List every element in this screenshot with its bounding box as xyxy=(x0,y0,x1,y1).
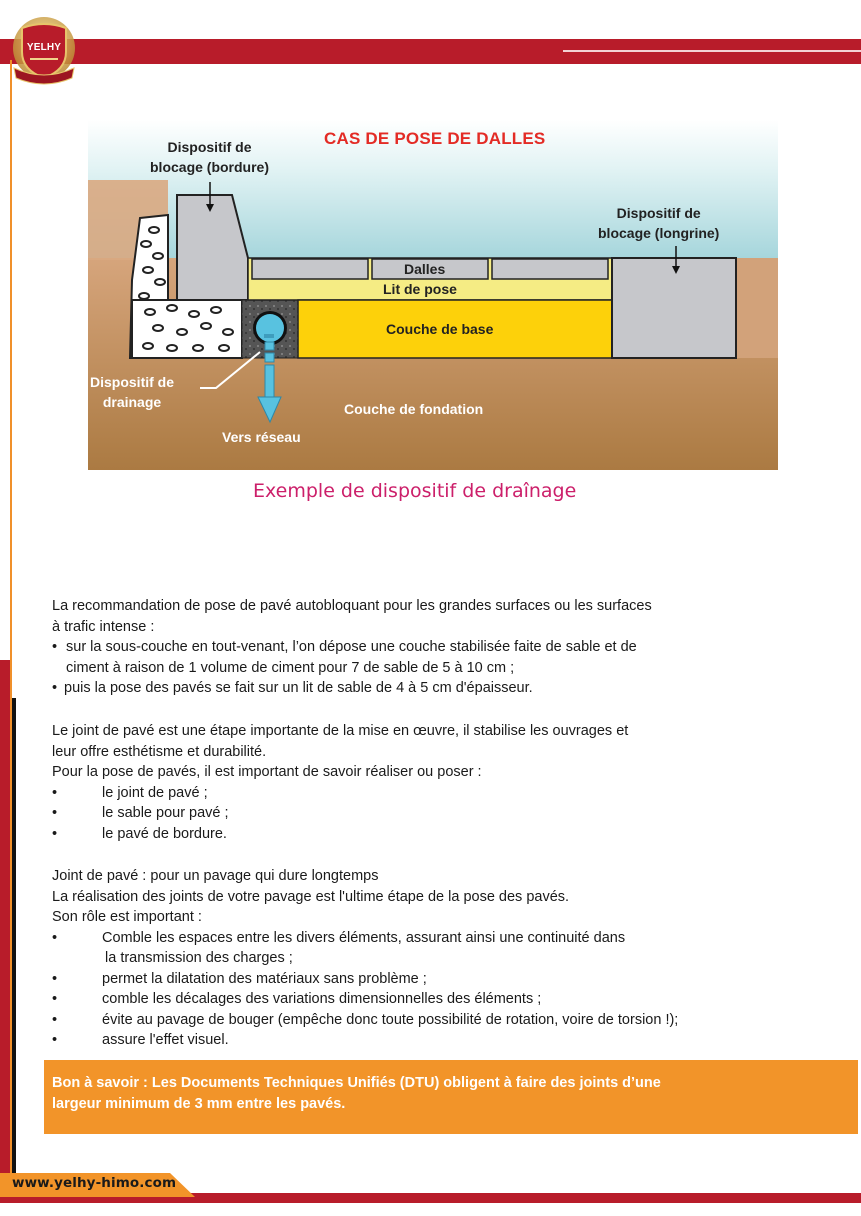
bullet-icon: • xyxy=(52,805,58,821)
left-red-bar xyxy=(0,660,10,1180)
section-heading: La recommandation de pose de pavé autobloquant pour les grandes surfaces ou les surfaces xyxy=(52,598,652,614)
list-item-text: sur la sous-couche en tout-venant, l’on dépose une couche stabilisée faite de sable et de xyxy=(66,639,637,655)
bullet-icon: • xyxy=(52,970,58,987)
figure-title: CAS DE POSE DE DALLES xyxy=(324,129,546,148)
callout-text xyxy=(52,1073,842,1114)
bon-a-savoir-callout xyxy=(44,1060,858,1134)
list-item-text: Comble les espaces entre les divers éléments, assurant ainsi une continuité dans xyxy=(102,929,626,946)
label-blocage-longrine xyxy=(598,203,719,243)
label-lit-de-pose: Lit de pose xyxy=(383,281,457,297)
list-item-text: le joint de pavé ; xyxy=(102,784,208,801)
list-item xyxy=(52,783,822,804)
website-link[interactable]: www.yelhy-himo.com xyxy=(12,1175,177,1191)
label-blocage-bordure xyxy=(150,137,269,177)
list-item-text: le pavé de bordure. xyxy=(102,825,227,842)
bullet-icon: • xyxy=(52,929,58,946)
label-vers-reseau: Vers réseau xyxy=(222,429,301,445)
section-pose-recommandation xyxy=(52,596,822,699)
left-black-bar xyxy=(12,698,16,1180)
section-intro: La réalisation des joints de votre pavage est l'ultime étape de la pose des pavés. xyxy=(52,888,570,905)
callout-line: Bon à savoir : Les Documents Techniques Unifiés (DTU) obligent à faire des joints d’une xyxy=(52,1075,661,1091)
logo-text: YELHY xyxy=(26,42,62,53)
list-item xyxy=(52,969,822,990)
bullet-icon: • xyxy=(52,680,58,696)
section-joint-importance xyxy=(52,721,822,844)
list-item-text: puis la pose des pavés se fait sur un lit de sable de 4 à 5 cm d'épaisseur. xyxy=(64,680,533,696)
list-item-continuation: ciment à raison de 1 volume de ciment pour 7 de sable de 5 à 10 cm ; xyxy=(66,659,515,676)
label-drainage xyxy=(90,372,174,412)
figure-caption: Exemple de dispositif de draînage xyxy=(253,480,577,502)
label-line: Dispositif de xyxy=(167,139,252,155)
bullet-icon: • xyxy=(52,991,58,1007)
label-couche-de-base: Couche de base xyxy=(386,321,494,337)
list-item xyxy=(52,1010,822,1031)
section-intro: Pour la pose de pavés, il est important de savoir réaliser ou poser : xyxy=(52,764,482,780)
label-dalles: Dalles xyxy=(404,261,446,277)
list-item xyxy=(52,989,822,1010)
list-item xyxy=(52,803,822,824)
list-item-text: comble les décalages des variations dimensionnelles des éléments ; xyxy=(102,991,542,1007)
list-item xyxy=(52,678,822,699)
section-heading: à trafic intense : xyxy=(52,618,155,635)
header-accent-line xyxy=(563,50,861,52)
bullet-icon: • xyxy=(52,784,58,801)
section-joint-longtemps xyxy=(52,866,822,1051)
list-item xyxy=(52,637,822,658)
brand-logo xyxy=(8,12,80,88)
list-item xyxy=(52,928,822,949)
section-intro: Son rôle est important : xyxy=(52,909,202,925)
list-item xyxy=(52,1030,822,1051)
label-line: Dispositif de xyxy=(90,374,175,390)
bullet-icon: • xyxy=(52,1011,58,1028)
label-line: blocage (bordure) xyxy=(150,159,270,175)
label-line: blocage (longrine) xyxy=(598,225,720,241)
section-heading: Joint de pavé : pour un pavage qui dure longtemps xyxy=(52,868,379,884)
bullet-icon: • xyxy=(52,1032,58,1048)
label-couche-de-fondation: Couche de fondation xyxy=(344,401,484,417)
list-item-text: évite au pavage de bouger (empêche donc toute possibilité de rotation, voire de torsion !); xyxy=(102,1011,679,1028)
list-item xyxy=(52,824,822,845)
list-item-text: le sable pour pavé ; xyxy=(102,805,229,821)
list-item-text: assure l'effet visuel. xyxy=(102,1032,229,1048)
list-item-text: permet la dilatation des matériaux sans problème ; xyxy=(102,970,427,987)
label-line: drainage xyxy=(102,394,162,410)
section-heading: Le joint de pavé est une étape importante de la mise en œuvre, il stabilise les ouvrages et xyxy=(52,723,629,739)
callout-line: largeur minimum de 3 mm entre les pavés. xyxy=(52,1095,346,1112)
bullet-icon: • xyxy=(52,825,58,842)
list-item-continuation: la transmission des charges ; xyxy=(105,950,293,966)
label-line: Dispositif de xyxy=(616,205,701,221)
bullet-icon: • xyxy=(52,639,58,655)
section-heading: leur offre esthétisme et durabilité. xyxy=(52,743,267,760)
